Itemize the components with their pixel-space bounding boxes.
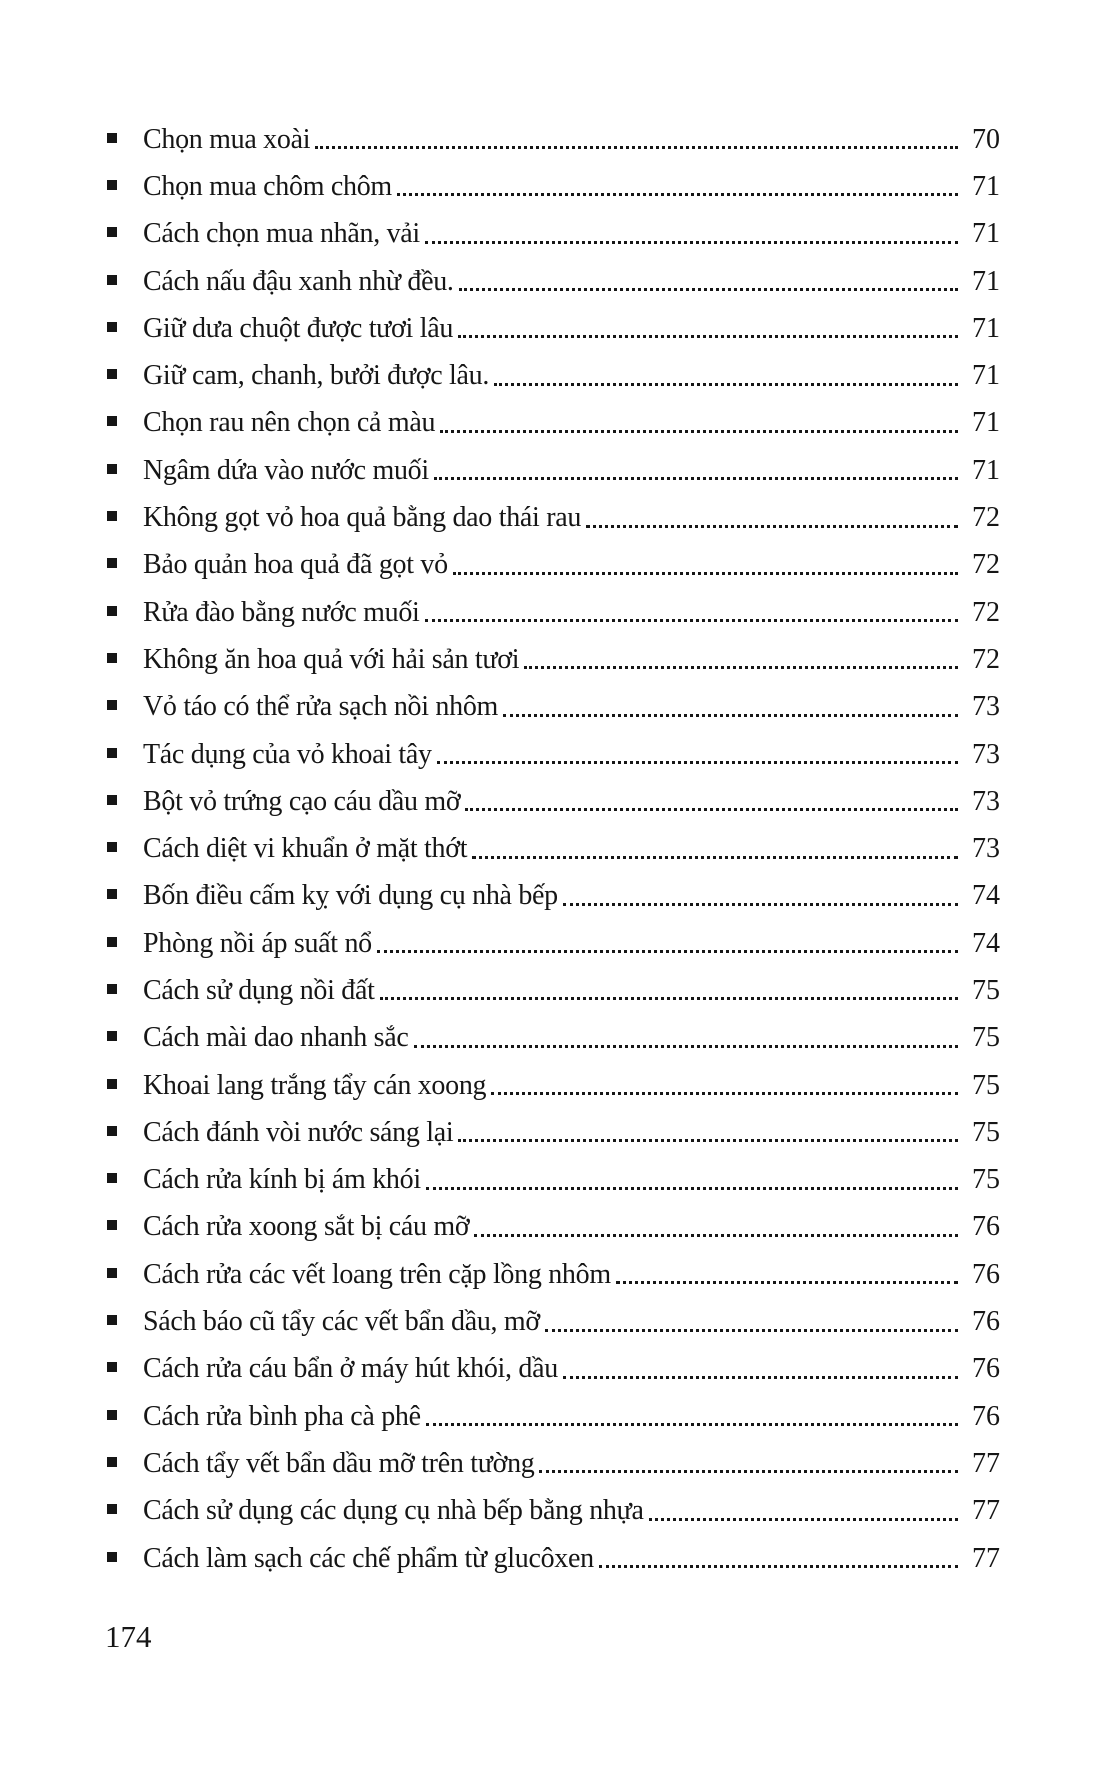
toc-entry-row — [107, 542, 1000, 589]
toc-entry-page-number: 71 — [972, 407, 1000, 439]
toc-entry-title: Sách báo cũ tẩy các vết bẩn dầu, mỡ — [143, 1306, 540, 1338]
dot-leader — [474, 1234, 958, 1237]
dot-leader — [472, 856, 958, 859]
toc-entry-title: Chọn mua chôm chôm — [143, 170, 392, 202]
toc-entry-title: Cách làm sạch các chế phẩm từ glucôxen — [143, 1542, 594, 1574]
bullet-square-icon — [107, 606, 117, 616]
bullet-square-icon — [107, 1504, 117, 1514]
toc-entry-title: Phòng nồi áp suất nổ — [143, 927, 372, 959]
toc-entry-row — [107, 1015, 1000, 1062]
toc-entry-page-number: 74 — [972, 927, 1000, 959]
toc-entry-page-number: 73 — [972, 691, 1000, 723]
toc-entry-page-number: 77 — [972, 1447, 1000, 1479]
toc-entry-row — [107, 305, 1000, 352]
toc-entry-title: Cách nấu đậu xanh nhừ đều. — [143, 265, 454, 297]
toc-entry-row — [107, 825, 1000, 872]
bullet-square-icon — [107, 464, 117, 474]
bullet-square-icon — [107, 1552, 117, 1562]
dot-leader — [459, 288, 958, 291]
toc-entry-page-number: 73 — [972, 833, 1000, 865]
toc-entry-page-number: 76 — [972, 1306, 1000, 1338]
toc-entry-row — [107, 920, 1000, 967]
toc-entry-page-number: 71 — [972, 312, 1000, 344]
toc-entry-row — [107, 1204, 1000, 1251]
toc-entry-row — [107, 1488, 1000, 1535]
bullet-square-icon — [107, 322, 117, 332]
bullet-square-icon — [107, 1173, 117, 1183]
toc-entry-page-number: 72 — [972, 502, 1000, 534]
bullet-square-icon — [107, 1315, 117, 1325]
bullet-square-icon — [107, 511, 117, 521]
toc-entry-row — [107, 1440, 1000, 1487]
toc-entry-row — [107, 778, 1000, 825]
toc-entry-page-number: 76 — [972, 1400, 1000, 1432]
toc-entry-page-number: 76 — [972, 1258, 1000, 1290]
toc-entry-page-number: 75 — [972, 1116, 1000, 1148]
toc-entry-title: Cách rửa các vết loang trên cặp lồng nhôm — [143, 1258, 611, 1290]
toc-entry-page-number: 76 — [972, 1211, 1000, 1243]
toc-entry-title: Không gọt vỏ hoa quả bằng dao thái rau — [143, 502, 582, 534]
dot-leader — [426, 1423, 958, 1426]
dot-leader — [586, 525, 958, 528]
toc-entry-row — [107, 258, 1000, 305]
toc-entry-row — [107, 352, 1000, 399]
toc-entry-row — [107, 873, 1000, 920]
bullet-square-icon — [107, 748, 117, 758]
toc-entry-row — [107, 684, 1000, 731]
dot-leader — [524, 666, 958, 669]
toc-entry-row — [107, 967, 1000, 1014]
toc-entry-title: Cách diệt vi khuẩn ở mặt thớt — [143, 833, 468, 865]
dot-leader — [458, 335, 958, 338]
bullet-square-icon — [107, 1457, 117, 1467]
toc-entry-row — [107, 1109, 1000, 1156]
dot-leader — [539, 1470, 958, 1473]
toc-entry-page-number: 75 — [972, 1022, 1000, 1054]
bullet-square-icon — [107, 180, 117, 190]
bullet-square-icon — [107, 700, 117, 710]
toc-entry-title: Giữ cam, chanh, bưởi được lâu. — [143, 360, 490, 392]
toc-entry-title: Ngâm dứa vào nước muối — [143, 454, 429, 486]
dot-leader — [503, 714, 958, 717]
toc-entry-title: Bảo quản hoa quả đã gọt vỏ — [143, 549, 448, 581]
toc-entry-row — [107, 163, 1000, 210]
toc-entry-page-number: 71 — [972, 454, 1000, 486]
bullet-square-icon — [107, 842, 117, 852]
toc-entry-page-number: 72 — [972, 643, 1000, 675]
page-number-footer: 174 — [105, 1619, 152, 1654]
toc-entry-page-number: 71 — [972, 170, 1000, 202]
dot-leader — [545, 1329, 958, 1332]
bullet-square-icon — [107, 1079, 117, 1089]
toc-entry-page-number: 71 — [972, 265, 1000, 297]
toc-entry-title: Cách sử dụng các dụng cụ nhà bếp bằng nhựa — [143, 1495, 644, 1527]
toc-entry-page-number: 77 — [972, 1542, 1000, 1574]
bullet-square-icon — [107, 984, 117, 994]
toc-entry-page-number: 71 — [972, 360, 1000, 392]
toc-entry-title: Cách rửa bình pha cà phê — [143, 1400, 421, 1432]
toc-entry-row — [107, 1157, 1000, 1204]
bullet-square-icon — [107, 1410, 117, 1420]
dot-leader — [377, 950, 958, 953]
dot-leader — [491, 1092, 958, 1095]
toc-entry-row — [107, 400, 1000, 447]
toc-entry-page-number: 76 — [972, 1353, 1000, 1385]
toc-entry-page-number: 72 — [972, 596, 1000, 628]
bullet-square-icon — [107, 1126, 117, 1136]
toc-entry-page-number: 70 — [972, 123, 1000, 155]
toc-entry-row — [107, 731, 1000, 778]
dot-leader — [458, 1139, 958, 1142]
dot-leader — [426, 1187, 958, 1190]
toc-entry-page-number: 75 — [972, 1164, 1000, 1196]
toc-entry-page-number: 74 — [972, 880, 1000, 912]
toc-entry-page-number: 75 — [972, 1069, 1000, 1101]
toc-entry-page-number: 73 — [972, 785, 1000, 817]
toc-entry-page-number: 73 — [972, 738, 1000, 770]
toc-entry-page-number: 72 — [972, 549, 1000, 581]
toc-entry-title: Cách sử dụng nồi đất — [143, 974, 375, 1006]
toc-entry-row — [107, 589, 1000, 636]
dot-leader — [465, 808, 958, 811]
toc-entry-title: Chọn rau nên chọn cả màu — [143, 407, 436, 439]
toc-entry-title: Cách mài dao nhanh sắc — [143, 1022, 409, 1054]
toc-entry-row — [107, 494, 1000, 541]
toc-entry-title: Tác dụng của vỏ khoai tây — [143, 738, 432, 770]
toc-entry-row — [107, 636, 1000, 683]
bullet-square-icon — [107, 275, 117, 285]
bullet-square-icon — [107, 227, 117, 237]
toc-entry-row — [107, 1393, 1000, 1440]
bullet-square-icon — [107, 889, 117, 899]
toc-entry-row — [107, 1346, 1000, 1393]
bullet-square-icon — [107, 1362, 117, 1372]
bullet-square-icon — [107, 1031, 117, 1041]
dot-leader — [434, 477, 958, 480]
dot-leader — [414, 1045, 958, 1048]
dot-leader — [380, 997, 958, 1000]
dot-leader — [425, 619, 958, 622]
toc-entry-row — [107, 1298, 1000, 1345]
toc-entry-title: Khoai lang trắng tẩy cán xoong — [143, 1069, 487, 1101]
bullet-square-icon — [107, 133, 117, 143]
dot-leader — [425, 241, 958, 244]
bullet-square-icon — [107, 1268, 117, 1278]
toc-entry-row — [107, 447, 1000, 494]
dot-leader — [397, 193, 958, 196]
toc-entry-title: Vỏ táo có thể rửa sạch nồi nhôm — [143, 691, 499, 723]
dot-leader — [315, 146, 958, 149]
toc-entry-title: Giữ dưa chuột được tươi lâu — [143, 312, 454, 344]
dot-leader — [649, 1518, 958, 1521]
toc-entry-row — [107, 1062, 1000, 1109]
toc-entry-title: Bột vỏ trứng cạo cáu dầu mỡ — [143, 785, 461, 817]
bullet-square-icon — [107, 937, 117, 947]
dot-leader — [494, 383, 958, 386]
toc-entry-title: Cách rửa xoong sắt bị cáu mỡ — [143, 1211, 470, 1243]
bullet-square-icon — [107, 416, 117, 426]
toc-entry-title: Cách đánh vòi nước sáng lại — [143, 1116, 454, 1148]
toc-entry-title: Rửa đào bằng nước muối — [143, 596, 420, 628]
toc-entry-title: Chọn mua xoài — [143, 123, 311, 155]
dot-leader — [453, 572, 958, 575]
dot-leader — [563, 1376, 958, 1379]
toc-entry-title: Bốn điều cấm kỵ với dụng cụ nhà bếp — [143, 880, 558, 912]
toc-entry-title: Cách rửa cáu bẩn ở máy hút khói, dầu — [143, 1353, 558, 1385]
toc-entry-page-number: 71 — [972, 218, 1000, 250]
toc-entry-row — [107, 1251, 1000, 1298]
dot-leader — [437, 761, 958, 764]
dot-leader — [440, 430, 958, 433]
toc-entry-title: Cách rửa kính bị ám khói — [143, 1164, 421, 1196]
bullet-square-icon — [107, 1220, 117, 1230]
dot-leader — [616, 1281, 958, 1284]
bullet-square-icon — [107, 653, 117, 663]
dot-leader — [563, 903, 958, 906]
toc-entry-page-number: 75 — [972, 974, 1000, 1006]
toc-entry-title: Cách tẩy vết bẩn dầu mỡ trên tường — [143, 1447, 535, 1479]
toc-entry-row — [107, 211, 1000, 258]
toc-entry-title: Cách chọn mua nhãn, vải — [143, 218, 420, 250]
bullet-square-icon — [107, 369, 117, 379]
toc-entry-row — [107, 116, 1000, 163]
table-of-contents — [107, 116, 1000, 1582]
dot-leader — [599, 1565, 958, 1568]
toc-entry-row — [107, 1535, 1000, 1582]
toc-entry-page-number: 77 — [972, 1495, 1000, 1527]
bullet-square-icon — [107, 795, 117, 805]
toc-entry-title: Không ăn hoa quả với hải sản tươi — [143, 643, 520, 675]
bullet-square-icon — [107, 558, 117, 568]
